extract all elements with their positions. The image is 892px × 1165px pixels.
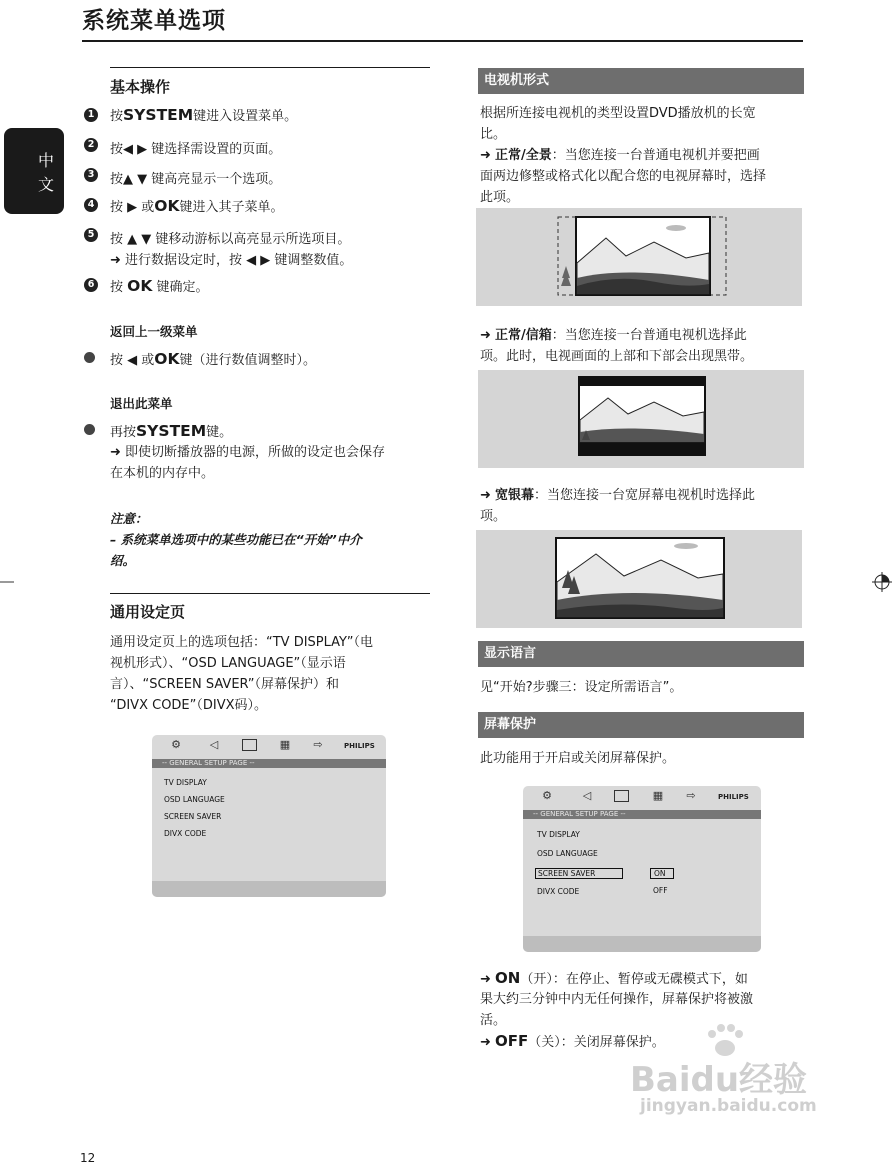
registration-mark-right bbox=[868, 570, 892, 594]
osd-icon-row bbox=[523, 786, 761, 808]
tv-heading: 电视机形式 bbox=[478, 68, 804, 94]
screen-icon bbox=[614, 790, 629, 802]
language-tab bbox=[4, 128, 64, 214]
page-title: 系统菜单选项 bbox=[82, 8, 226, 34]
osd-option: OFF bbox=[653, 886, 668, 895]
step-4: 按 ▶ 或OK键进入其子菜单。 bbox=[110, 197, 284, 215]
on-line: ➜ ON（开）：在停止、暂停或无碟模式下，如 bbox=[480, 969, 748, 987]
step-number: 4 bbox=[84, 198, 98, 212]
page-number: 12 bbox=[80, 1151, 96, 1165]
osd-title-bar: -- GENERAL SETUP PAGE -- bbox=[523, 810, 761, 819]
arrow-icon: ⇨ bbox=[313, 738, 323, 751]
general-line: “DIVX CODE”（DIVX码）。 bbox=[110, 698, 268, 713]
saver-heading: 屏幕保护 bbox=[478, 712, 804, 738]
gear-icon: ⚙ bbox=[171, 738, 181, 751]
general-line: 言）、“SCREEN SAVER”（屏幕保护）和 bbox=[110, 677, 339, 692]
speaker-icon: ◁ bbox=[209, 738, 219, 751]
step-number: 2 bbox=[84, 138, 98, 152]
osd-footer bbox=[152, 881, 386, 897]
registration-mark-left bbox=[0, 572, 14, 592]
ps-line: 此项。 bbox=[480, 190, 520, 205]
osd-title-bar: -- GENERAL SETUP PAGE -- bbox=[152, 759, 386, 768]
general-line: 通用设定页上的选项包括：“TV DISPLAY”（电 bbox=[110, 635, 374, 650]
letterbox-illustration bbox=[478, 370, 804, 468]
language-tab-char: 文 bbox=[38, 175, 55, 194]
step-3: 按▲ ▼ 键高亮显示一个选项。 bbox=[110, 172, 282, 187]
osd-item: OSD LANGUAGE bbox=[164, 795, 225, 804]
bullet bbox=[84, 424, 95, 435]
basic-heading: 基本操作 bbox=[110, 78, 171, 96]
osd-menu-screensaver bbox=[523, 786, 761, 952]
back-text: 按 ◀ 或OK键（进行数值调整时）。 bbox=[110, 350, 316, 368]
osd-item: DIVX CODE bbox=[537, 887, 580, 896]
note-line: – 系统菜单选项中的某些功能已在“开始”中介 bbox=[110, 532, 362, 547]
screen-icon bbox=[242, 739, 257, 751]
watermark-url: jingyan.baidu.com bbox=[640, 1096, 817, 1116]
tv-intro-line: 根据所连接电视机的类型设置DVD播放机的长宽 bbox=[480, 106, 756, 121]
note-line: 绍。 bbox=[110, 553, 136, 568]
tv-intro-line: 比。 bbox=[480, 127, 507, 142]
on-line: 果大约三分钟中内无任何操作，屏幕保护将被激 bbox=[480, 992, 754, 1007]
speaker-icon: ◁ bbox=[582, 789, 592, 802]
title-divider bbox=[82, 40, 803, 42]
osd-icon-row bbox=[152, 735, 386, 757]
osd-option-selected: ON bbox=[650, 868, 674, 879]
saver-text: 此功能用于开启或关闭屏幕保护。 bbox=[480, 751, 676, 766]
letterbox-picture bbox=[478, 370, 804, 468]
grid-icon: ▦ bbox=[652, 789, 664, 802]
exit-sub-line: ➜ 即使切断播放器的电源，所做的设定也会保存 bbox=[110, 445, 386, 460]
general-line: 视机形式）、“OSD LANGUAGE”（显示语 bbox=[110, 656, 346, 671]
lang-heading: 显示语言 bbox=[478, 641, 804, 667]
exit-text: 再按SYSTEM键。 bbox=[110, 422, 233, 440]
ps-line: ➜ 正常/全景：当您连接一台普通电视机并要把画 bbox=[480, 148, 760, 163]
osd-item: SCREEN SAVER bbox=[164, 812, 222, 821]
arrow-icon: ⇨ bbox=[686, 789, 696, 802]
step-number: 3 bbox=[84, 168, 98, 182]
step-number: 1 bbox=[84, 108, 98, 122]
philips-logo: PHILIPS bbox=[344, 742, 375, 750]
widescreen-picture bbox=[476, 530, 802, 628]
section-divider bbox=[110, 67, 430, 68]
grid-icon: ▦ bbox=[279, 738, 291, 751]
paw-icon bbox=[700, 1020, 750, 1060]
step-number: 5 bbox=[84, 228, 98, 242]
osd-menu-general bbox=[152, 735, 386, 897]
language-tab-char: 中 bbox=[38, 151, 55, 170]
step-1: 按SYSTEM键进入设置菜单。 bbox=[110, 106, 298, 124]
osd-item: TV DISPLAY bbox=[164, 778, 207, 787]
widescreen-illustration bbox=[476, 530, 802, 628]
ws-line: ➜ 宽银幕：当您连接一台宽屏幕电视机时选择此 bbox=[480, 488, 756, 503]
step-2: 按◀ ▶ 键选择需设置的页面。 bbox=[110, 142, 282, 157]
watermark-logo: Baidu经验 bbox=[630, 1060, 808, 1100]
step-5: 按 ▲ ▼ 键移动游标以高亮显示所选项目。 bbox=[110, 232, 351, 247]
osd-item: OSD LANGUAGE bbox=[537, 849, 598, 858]
panscan-picture bbox=[476, 208, 802, 306]
lb-line: ➜ 正常/信箱：当您连接一台普通电视机选择此 bbox=[480, 328, 747, 343]
section-divider bbox=[110, 593, 430, 594]
osd-item: DIVX CODE bbox=[164, 829, 207, 838]
philips-logo: PHILIPS bbox=[718, 793, 749, 801]
panscan-illustration bbox=[476, 208, 802, 306]
step-number: 6 bbox=[84, 278, 98, 292]
osd-item-selected: SCREEN SAVER bbox=[535, 868, 623, 879]
exit-heading: 退出此菜单 bbox=[110, 396, 173, 411]
ps-line: 面两边修整或格式化以配合您的电视屏幕时，选择 bbox=[480, 169, 767, 184]
step-5-sub: ➜ 进行数据设定时，按 ◀ ▶ 键调整数值。 bbox=[110, 253, 353, 268]
note-label: 注意： bbox=[110, 511, 148, 526]
osd-item: TV DISPLAY bbox=[537, 830, 580, 839]
lang-text: 见“开始?步骤三：设定所需语言”。 bbox=[480, 680, 683, 695]
bullet bbox=[84, 352, 95, 363]
gear-icon: ⚙ bbox=[542, 789, 552, 802]
off-line: ➜ OFF（关）：关闭屏幕保护。 bbox=[480, 1032, 665, 1050]
exit-sub-line: 在本机的内存中。 bbox=[110, 466, 215, 481]
step-6: 按 OK 键确定。 bbox=[110, 277, 209, 295]
ws-line: 项。 bbox=[480, 509, 507, 524]
back-heading: 返回上一级菜单 bbox=[110, 324, 198, 339]
lb-line: 项。此时，电视画面的上部和下部会出现黑带。 bbox=[480, 349, 754, 364]
on-line: 活。 bbox=[480, 1013, 507, 1028]
general-heading: 通用设定页 bbox=[110, 603, 186, 621]
osd-footer bbox=[523, 936, 761, 952]
